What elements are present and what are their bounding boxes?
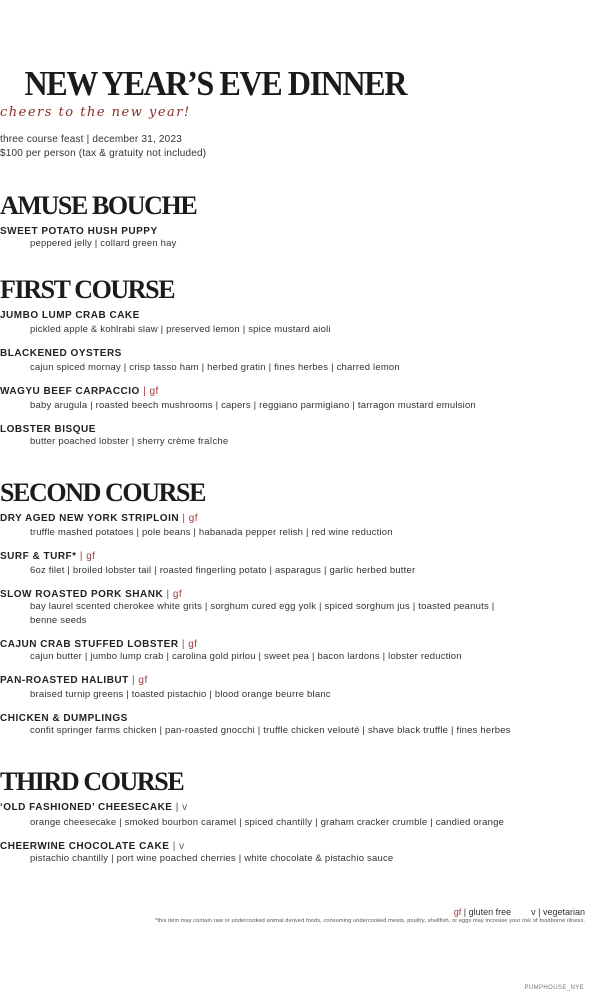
dish-description: pistachio chantilly | port wine poached cherries | white chocolate & pistachio sauce [30,853,394,864]
dish-name: LOBSTER BISQUE [0,424,96,435]
dish-name: CAJUN CRAB STUFFED LOBSTER [0,639,179,650]
dish-description-cont: benne seeds [30,615,87,626]
dish-name-row [0,551,612,562]
dish-name: CHICKEN & DUMPLINGS [0,713,128,724]
dish-description: 6oz filet | broiled lobster tail | roasted fingerling potato | asparagus | garlic herbed butter [30,565,416,576]
event-details: three course feast | december 31, 2023 [0,134,182,145]
dish-name-row [0,841,612,852]
dish-description: cajun spiced mornay | crisp tasso ham | herbed gratin | fines herbes | charred lemon [30,362,400,373]
dish-name: SLOW ROASTED PORK SHANK [0,589,164,600]
dish-name: DRY AGED NEW YORK STRIPLOIN [0,513,180,524]
dish-description: peppered jelly | collard green hay [30,238,177,249]
dish-name: JUMBO LUMP CRAB CAKE [0,310,140,321]
dish-description: truffle mashed potatoes | pole beans | habanada pepper relish | red wine reduction [30,527,393,538]
dish-name: SWEET POTATO HUSH PUPPY [0,226,158,237]
dietary-tag: | gf [139,386,159,397]
dish-name-row [0,802,612,813]
tagline: cheers to the new year! [0,105,191,120]
dietary-tag: | gf [179,513,199,524]
dish-name: WAGYU BEEF CARPACCIO [0,386,140,397]
dish-description: braised turnip greens | toasted pistachio | blood orange beurre blanc [30,689,331,700]
dietary-tag: | gf [178,639,198,650]
dietary-tag: | v [169,841,185,852]
dietary-legend [454,907,585,917]
course-title-amuse: AMUSE BOUCHE [0,191,197,220]
dish-name-row [0,513,612,524]
legend-v-abbr: v [531,907,536,917]
dish-name: SURF & TURF* [0,551,77,562]
price-info: $100 per person (tax & gratuity not included) [0,148,207,159]
page-title: NEW YEAR’S EVE DINNER [24,64,406,103]
dietary-tag: | gf [163,589,183,600]
legend-v-text: | vegetarian [535,907,585,917]
dish-name-row [0,386,612,397]
dish-name: PAN-ROASTED HALIBUT [0,675,129,686]
dish-description: orange cheesecake | smoked bourbon caramel | spiced chantilly | graham cracker crumble | candied orange [30,817,505,828]
dish-name-row [0,675,612,686]
dish-description: cajun butter | jumbo lump crab | carolina gold pirlou | sweet pea | bacon lardons | lobster reduction [30,651,462,662]
course-title-second: SECOND COURSE [0,478,206,507]
dish-description: baby arugula | roasted beech mushrooms | capers | reggiano parmigiano | tarragon mustard emulsion [30,400,476,411]
dietary-tag: | gf [128,675,148,686]
footer-code: PUMPHOUSE_NYE [524,985,584,991]
dietary-tag: | v [172,802,188,813]
dish-name: BLACKENED OYSTERS [0,348,122,359]
dish-name-row [0,589,612,600]
course-title-third: THIRD COURSE [0,767,184,796]
dish-description: confit springer farms chicken | pan-roasted gnocchi | truffle chicken velouté | shave black truffle | fines herbes [30,725,511,736]
legend-gf-abbr: gf [453,907,462,917]
dish-description: bay laurel scented cherokee white grits | sorghum cured egg yolk | spiced sorghum jus | toasted peanuts | [30,601,495,612]
dish-name: ‘OLD FASHIONED’ CHEESECAKE [0,802,173,813]
dish-name: CHEERWINE CHOCOLATE CAKE [0,841,170,852]
legend-gf-text: | gluten free [461,907,512,917]
dietary-tag: | gf [76,551,96,562]
dish-description: butter poached lobster | sherry crème fraîche [30,436,229,447]
dish-description: pickled apple & kohlrabi slaw | preserved lemon | spice mustard aioli [30,324,331,335]
allergy-disclaimer: *this item may contain raw or undercooked animal derived foods, consuming undercooked meats, poultry, shellfish, or eggs may increase your risk of foodborne illness. [155,918,585,924]
dish-name-row [0,639,612,650]
course-title-first: FIRST COURSE [0,275,175,304]
